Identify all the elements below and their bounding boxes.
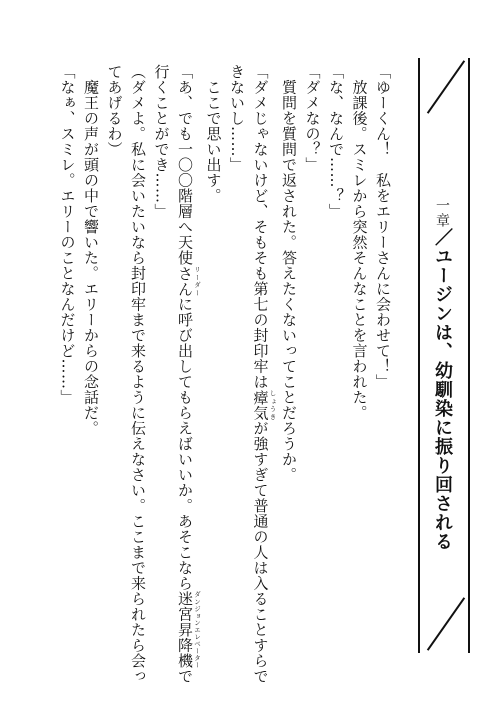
chapter-title: ユージンは、幼馴染に振り回される	[432, 247, 453, 551]
chapter-slash-bottom	[427, 597, 465, 651]
chapter-heading: 一章／ユージンは、幼馴染に振り回される	[432, 198, 453, 551]
paragraph: きないし……」	[228, 64, 246, 173]
chapter-slash-top	[427, 60, 465, 114]
paragraph: てあげるわ）	[105, 64, 124, 157]
paragraph: 「なぁ、スミレ。エリーのことなんだけど……」	[58, 64, 77, 405]
paragraph: 行くことができ……」	[152, 64, 171, 219]
paragraph: 「ゆーくん！ 私をエリーさんに会わせて！」	[374, 64, 392, 390]
paragraph: （ダメよ。私に会いたいなら封印牢まで来るように伝えなさい。ここまで来られたら会っ	[129, 64, 147, 684]
ruby-reader: さん リーダー	[176, 265, 201, 297]
ruby-shouki: 瘴気 しょうき	[251, 389, 277, 421]
paragraph: 「ダメなの？」	[303, 64, 322, 173]
paragraph: 「な、なんで……？」	[327, 64, 345, 219]
paragraph: ここで思い出す。	[204, 64, 223, 204]
paragraph: 放課後。スミレから突然そんなことを言われた。	[350, 64, 369, 421]
paragraph: 魔王の声が頭の中で響いた。エリーからの念話だ。	[82, 64, 100, 436]
chapter-header	[418, 58, 470, 653]
body-text	[55, 64, 394, 684]
paragraph: 質問を質問で返された。答えたくないってことだろうか。	[280, 64, 298, 483]
paragraph: 「あ、でも一〇〇階層へ天使さん リーダーに呼び出してもらえばいいか。あそこなら迷宮昇降機 ダンジョンエレベーターで	[176, 64, 201, 684]
ruby-elevator: 迷宮昇降機 ダンジョンエレベーター	[176, 591, 201, 669]
paragraph: 「ダメじゃないけど、そもそも第七の封印牢は瘴気 しょうきが強すぎて普通の人は入ることすらで	[251, 64, 277, 684]
chapter-number: 一章	[434, 198, 450, 228]
